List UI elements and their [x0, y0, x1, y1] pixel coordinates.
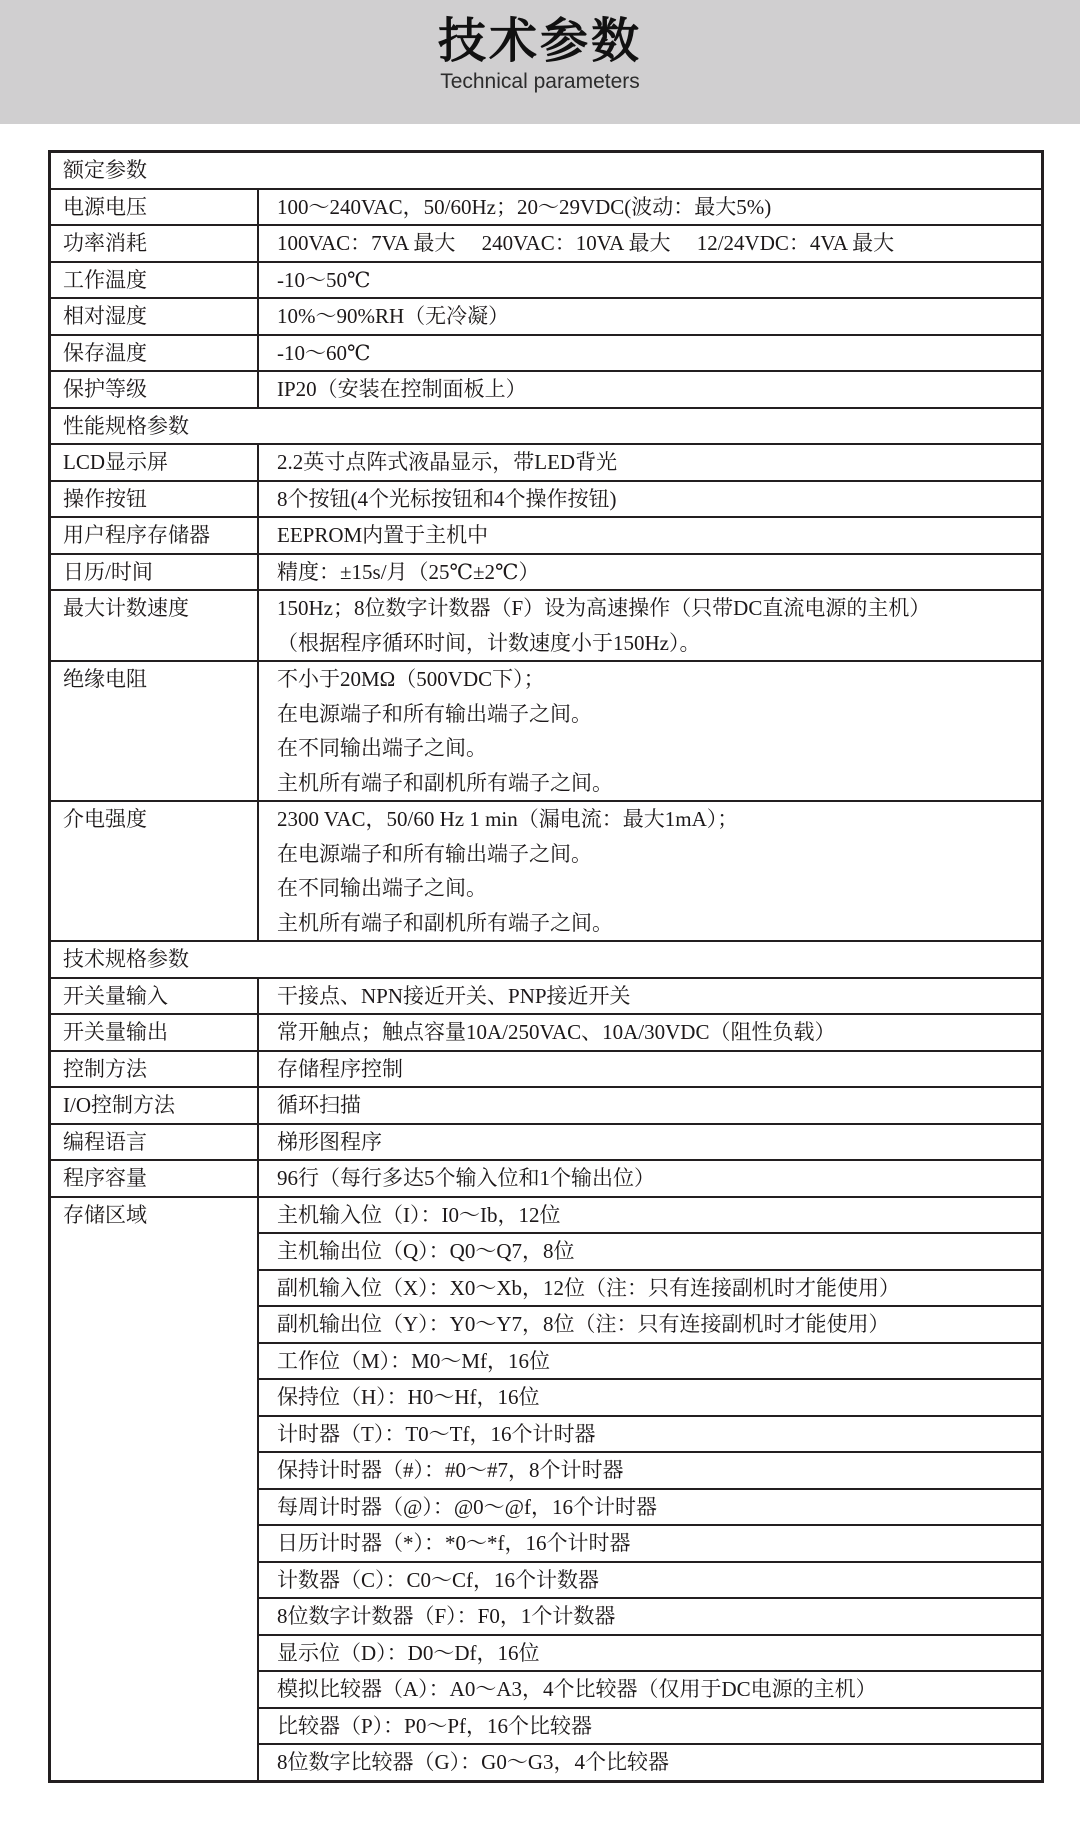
value-line: IP20（安装在控制面板上）: [277, 377, 527, 401]
value-line: -10～50℃: [277, 267, 371, 292]
section-row: [51, 409, 1041, 446]
spec-table: [48, 150, 1044, 1783]
param-value: [259, 1088, 1041, 1123]
param-row: [51, 1161, 1041, 1198]
page-header: [0, 0, 1080, 124]
value-line: 2300 VAC，50/60 Hz 1 min（漏电流：最大1mA）；: [277, 807, 739, 831]
param-value: [259, 263, 1041, 298]
param-label: LCD显示屏: [51, 445, 259, 480]
param-row: [51, 662, 1041, 802]
value-line: EEPROM内置于主机中: [277, 523, 489, 547]
param-row: [51, 979, 1041, 1016]
param-value: [259, 190, 1041, 225]
value-line: （根据程序循环时间，计数速度小于150Hz）。: [277, 630, 701, 655]
value-line: -10～60℃: [277, 340, 371, 365]
value-line: 100VAC：7VA 最大 240VAC：10VA 最大 12/24VDC：4VA 最大: [277, 231, 895, 255]
value-line: 在不同输出端子之间。: [277, 876, 487, 900]
storage-subrow: 计时器（T）：T0～Tf，16个计时器: [259, 1417, 1041, 1454]
value-line: 100～240VAC，50/60Hz；20～29VDC(波动：最大5%): [277, 194, 772, 219]
section-row: [51, 942, 1041, 979]
storage-subrow: 主机输入位（I）：I0～Ib，12位: [259, 1198, 1041, 1235]
value-line: 主机所有端子和副机所有端子之间。: [277, 910, 613, 935]
storage-subrow: 副机输入位（X）：X0～Xb，12位（注：只有连接副机时才能使用）: [259, 1271, 1041, 1308]
param-value: [259, 591, 1041, 660]
value-line: 梯形图程序: [277, 1129, 382, 1154]
param-row: [51, 518, 1041, 555]
storage-subrow: 保持位（H）：H0～Hf，16位: [259, 1380, 1041, 1417]
value-line: 在电源端子和所有输出端子之间。: [277, 701, 592, 726]
param-row: [51, 226, 1041, 263]
storage-subrow: 显示位（D）：D0～Df，16位: [259, 1636, 1041, 1673]
param-row: [51, 299, 1041, 336]
value-line: 在不同输出端子之间。: [277, 736, 487, 760]
param-label: 保护等级: [51, 372, 259, 407]
param-row: [51, 591, 1041, 662]
storage-subrow: 8位数字比较器（G）：G0～G3，4个比较器: [277, 1750, 669, 1774]
value-line: 10%～90%RH（无冷凝）: [277, 304, 510, 328]
param-value: [259, 226, 1041, 261]
param-label: 日历/时间: [51, 555, 259, 590]
storage-subrow: 主机输出位（Q）：Q0～Q7，8位: [259, 1234, 1041, 1271]
value-line: 2.2英寸点阵式液晶显示，带LED背光: [277, 450, 618, 474]
param-value: [259, 299, 1041, 334]
value-line: 不小于20MΩ（500VDC下）；: [277, 667, 545, 691]
param-label: 绝缘电阻: [51, 662, 259, 800]
param-label: 操作按钮: [51, 482, 259, 517]
param-label: 保存温度: [51, 336, 259, 371]
section-row: [51, 153, 1041, 190]
param-label: 控制方法: [51, 1052, 259, 1087]
value-line: 常开触点；触点容量10A/250VAC、10A/30VDC（阻性负载）: [277, 1020, 836, 1044]
page-title: 技术参数: [437, 15, 642, 68]
value-line: 8个按钮(4个光标按钮和4个操作按钮): [277, 486, 617, 511]
storage-subrow: 比较器（P）：P0～Pf，16个比较器: [259, 1709, 1041, 1746]
param-label: 电源电压: [51, 190, 259, 225]
group-row: [51, 1198, 1041, 1780]
param-label: 用户程序存储器: [51, 518, 259, 553]
param-row: [51, 555, 1041, 592]
section-label: 性能规格参数: [63, 413, 189, 438]
storage-subrow: 工作位（M）：M0～Mf，16位: [259, 1344, 1041, 1381]
param-label: 开关量输入: [51, 979, 259, 1014]
storage-area-list: [259, 1198, 1041, 1780]
param-label: I/O控制方法: [51, 1088, 259, 1123]
param-value: [259, 1052, 1041, 1087]
param-label: 程序容量: [51, 1161, 259, 1196]
storage-subrow: 计数器（C）：C0～Cf，16个计数器: [259, 1563, 1041, 1600]
param-row: [51, 1125, 1041, 1162]
param-row: [51, 482, 1041, 519]
param-row: [51, 263, 1041, 300]
param-value: [259, 979, 1041, 1014]
param-value: [259, 1161, 1041, 1196]
param-value: [259, 555, 1041, 590]
value-line: 干接点、NPN接近开关、PNP接近开关: [277, 983, 631, 1008]
storage-subrow: 副机输出位（Y）：Y0～Y7，8位（注：只有连接副机时才能使用）: [259, 1307, 1041, 1344]
param-value: [259, 1125, 1041, 1160]
storage-subrow: 每周计时器（@）：@0～@f，16个计时器: [259, 1490, 1041, 1527]
param-row: [51, 1088, 1041, 1125]
param-value: [259, 336, 1041, 371]
param-value: [259, 802, 1041, 940]
param-row: [51, 336, 1041, 373]
param-value: [259, 482, 1041, 517]
value-line: 精度：±15s/月（25℃±2℃）: [277, 559, 540, 584]
storage-subrow: 日历计时器（*）：*0～*f，16个计时器: [259, 1526, 1041, 1563]
param-value: [259, 1015, 1041, 1050]
param-value: [259, 372, 1041, 407]
param-row: [51, 802, 1041, 942]
storage-subrow: 保持计时器（#）：#0～#7，8个计时器: [259, 1453, 1041, 1490]
param-label: 开关量输出: [51, 1015, 259, 1050]
param-label: 编程语言: [51, 1125, 259, 1160]
param-row: [51, 445, 1041, 482]
param-label: 相对湿度: [51, 299, 259, 334]
param-label: 存储区域: [51, 1198, 259, 1780]
storage-subrow: 8位数字计数器（F）：F0，1个计数器: [259, 1599, 1041, 1636]
section-label: 额定参数: [63, 158, 147, 182]
param-value: [259, 518, 1041, 553]
value-line: 循环扫描: [277, 1093, 361, 1117]
param-row: [51, 1015, 1041, 1052]
param-row: [51, 190, 1041, 227]
param-value: [259, 445, 1041, 480]
value-line: 主机所有端子和副机所有端子之间。: [277, 770, 613, 795]
page-subtitle: Technical parameters: [440, 69, 640, 93]
value-line: 96行（每行多达5个输入位和1个输出位）: [277, 1166, 655, 1190]
section-label: 技术规格参数: [63, 947, 189, 971]
param-label: 介电强度: [51, 802, 259, 940]
value-line: 150Hz；8位数字计数器（F）设为高速操作（只带DC直流电源的主机）: [277, 596, 931, 620]
param-value: [259, 662, 1041, 800]
storage-subrow: 模拟比较器（A）：A0～A3，4个比较器（仅用于DC电源的主机）: [259, 1672, 1041, 1709]
value-line: 存储程序控制: [277, 1056, 403, 1081]
param-label: 功率消耗: [51, 226, 259, 261]
value-line: 在电源端子和所有输出端子之间。: [277, 841, 592, 866]
param-row: [51, 1052, 1041, 1089]
param-label: 最大计数速度: [51, 591, 259, 660]
param-row: [51, 372, 1041, 409]
param-label: 工作温度: [51, 263, 259, 298]
